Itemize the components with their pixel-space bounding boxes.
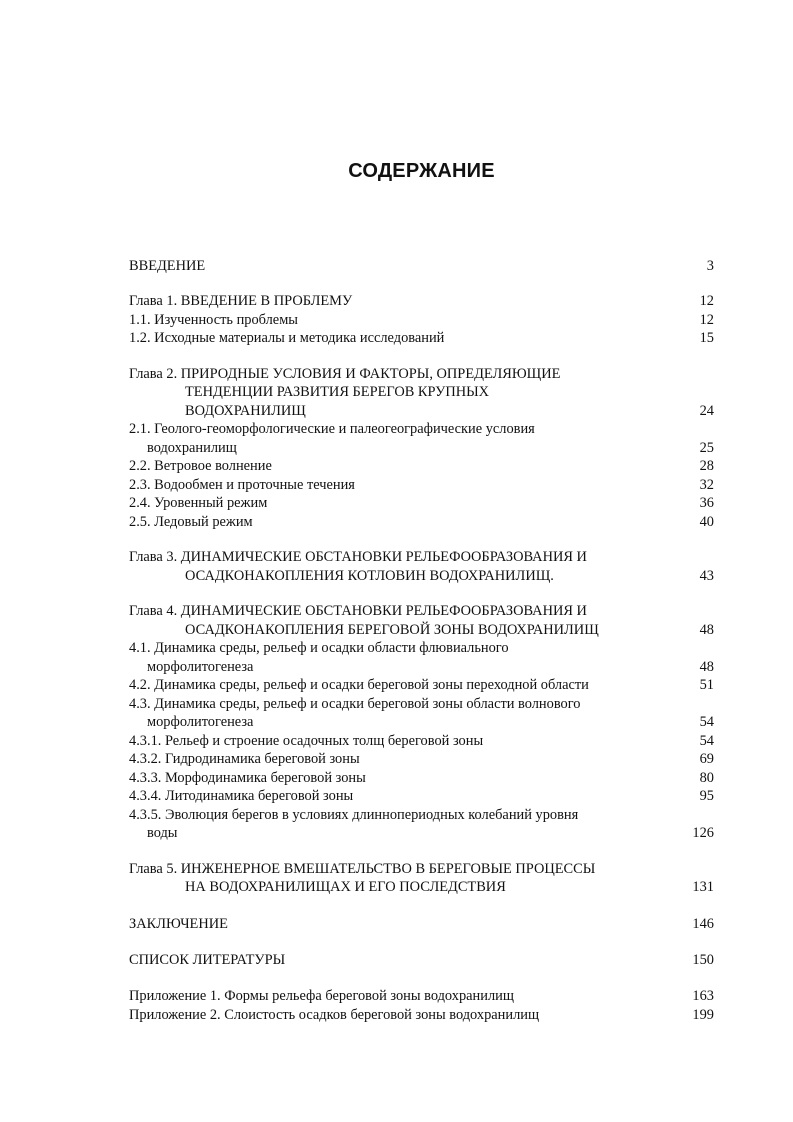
toc-entry-section-2-4[interactable] [129,494,714,513]
toc-entry-title: морфолитогенеза [147,714,254,731]
toc-entry-title: 4.3.3. Морфодинамика береговой зоны [129,769,366,786]
toc-entry-section-4-3-cont[interactable] [129,713,714,732]
toc-entry-title: морфолитогенеза [147,658,254,675]
toc-page-number: 28 [699,458,714,475]
toc-page-number: 48 [699,621,714,638]
toc-entry-title: ОСАДКОНАКОПЛЕНИЯ КОТЛОВИН ВОДОХРАНИЛИЩ. [185,567,554,584]
toc-entry-conclusion[interactable] [129,915,714,933]
toc-entry-section-4-3-4[interactable] [129,787,714,806]
toc-page-number: 12 [699,293,714,310]
toc-page-number: 54 [699,732,714,749]
toc-entry-title: воды [147,825,178,842]
toc-entry-section-4-3-1[interactable] [129,732,714,751]
toc-entry-title: Глава 5. ИНЖЕНЕРНОЕ ВМЕШАТЕЛЬСТВО В БЕРЕГОВЫЕ ПРОЦЕССЫ [129,860,596,877]
toc-chapter-3 [129,548,714,585]
toc-entry-title: 2.3. Водообмен и проточные течения [129,476,355,493]
toc-page-number: 51 [699,677,714,694]
toc-page-number: 131 [692,879,714,896]
toc-entry-chapter-5-line-2[interactable] [129,878,714,897]
toc-entry-section-4-2[interactable] [129,676,714,695]
toc-page-number: 25 [699,439,714,456]
toc-entry-title: 4.3.2. Гидродинамика береговой зоны [129,751,360,768]
toc-entry-title: 1.1. Изученность проблемы [129,311,298,328]
toc-entry-title: водохранилищ [147,439,237,456]
toc-chapter-1 [129,292,714,348]
toc-entry-section-2-1-cont[interactable] [129,439,714,458]
toc-entry-chapter-2-line-1[interactable] [129,365,714,384]
toc-entry-title: Глава 2. ПРИРОДНЫЕ УСЛОВИЯ И ФАКТОРЫ, ОПРЕДЕЛЯЮЩИЕ [129,365,561,382]
toc-page-number: 48 [699,658,714,675]
toc-page-number: 150 [692,952,714,969]
toc-entry-title: НА ВОДОХРАНИЛИЩАХ И ЕГО ПОСЛЕДСТВИЯ [185,879,506,896]
toc-entry-section-1-2[interactable] [129,329,714,348]
toc-entry-title: 2.5. Ледовый режим [129,513,253,530]
toc-entry-chapter-5-line-1[interactable] [129,860,714,879]
toc-chapter-5 [129,860,714,897]
toc-entry-section-4-3-5-cont[interactable] [129,824,714,843]
toc-entry-title: 4.3.5. Эволюция берегов в условиях длиннопериодных колебаний уровня [129,806,579,823]
toc-entry-chapter-3-line-2[interactable] [129,567,714,586]
toc-page-number: 54 [699,714,714,731]
toc-entry-title: 2.4. Уровенный режим [129,495,268,512]
toc-entry-section-2-1[interactable] [129,420,714,439]
toc-entry-section-2-2[interactable] [129,457,714,476]
toc-page-number: 146 [692,915,714,932]
toc-page-number: 40 [699,513,714,530]
toc-page-number: 126 [692,825,714,842]
toc-page-number: 12 [699,311,714,328]
table-of-contents [129,257,714,1024]
page-title: СОДЕРЖАНИЕ [348,160,495,182]
toc-entry-chapter-1[interactable] [129,292,714,311]
toc-entry-title: Приложение 2. Слоистость осадков береговой зоны водохранилищ [129,1006,540,1023]
toc-entry-chapter-2-line-3[interactable] [129,402,714,421]
toc-entry-section-4-3-5[interactable] [129,806,714,825]
toc-entry-intro[interactable] [129,257,714,275]
toc-entry-title: 4.2. Динамика среды, рельеф и осадки береговой зоны переходной области [129,677,589,694]
toc-entry-title: ЗАКЛЮЧЕНИЕ [129,915,228,932]
toc-entry-title: 4.3.4. Литодинамика береговой зоны [129,788,354,805]
toc-page-number: 32 [699,476,714,493]
toc-page-number: 3 [706,258,714,274]
toc-entry-title: 4.1. Динамика среды, рельеф и осадки области флювиального [129,640,509,657]
toc-entry-section-2-5[interactable] [129,513,714,532]
toc-entry-title: ВОДОХРАНИЛИЩ [185,402,306,419]
toc-page-number: 80 [699,769,714,786]
toc-entry-appendix-1[interactable] [129,987,714,1005]
toc-entry-section-4-1[interactable] [129,639,714,658]
toc-chapter-2 [129,365,714,532]
toc-entry-title: Глава 3. ДИНАМИЧЕСКИЕ ОБСТАНОВКИ РЕЛЬЕФООБРАЗОВАНИЯ И [129,549,587,566]
toc-page-number: 36 [699,495,714,512]
toc-entry-title: 2.2. Ветровое волнение [129,458,272,475]
toc-entry-appendix-2[interactable] [129,1006,714,1024]
toc-page-number: 163 [692,988,714,1005]
toc-entry-title: 4.3. Динамика среды, рельеф и осадки береговой зоны области волнового [129,695,581,712]
toc-page-number: 69 [699,751,714,768]
toc-page-number: 199 [692,1006,714,1023]
toc-entry-references[interactable] [129,951,714,969]
toc-page-number: 24 [699,402,714,419]
toc-entry-chapter-4-line-2[interactable] [129,621,714,640]
toc-entry-title: Глава 4. ДИНАМИЧЕСКИЕ ОБСТАНОВКИ РЕЛЬЕФООБРАЗОВАНИЯ И [129,603,587,620]
toc-entry-section-4-3-2[interactable] [129,750,714,769]
toc-entry-title: СПИСОК ЛИТЕРАТУРЫ [129,952,286,969]
toc-entry-chapter-4-line-1[interactable] [129,602,714,621]
toc-page-number: 95 [699,788,714,805]
toc-entry-chapter-2-line-2[interactable] [129,383,714,402]
toc-entry-title: ОСАДКОНАКОПЛЕНИЯ БЕРЕГОВОЙ ЗОНЫ ВОДОХРАНИЛИЩ [185,621,599,638]
toc-entry-section-2-3[interactable] [129,476,714,495]
toc-entry-title: Приложение 1. Формы рельефа береговой зоны водохранилищ [129,988,514,1005]
toc-entry-section-4-3[interactable] [129,695,714,714]
toc-page-number: 43 [699,567,714,584]
toc-entry-section-1-1[interactable] [129,311,714,330]
toc-entry-title: Глава 1. ВВЕДЕНИЕ В ПРОБЛЕМУ [129,293,353,310]
toc-page-number: 15 [699,330,714,347]
toc-entry-section-4-1-cont[interactable] [129,658,714,677]
toc-chapter-4 [129,602,714,843]
toc-entry-title: ВВЕДЕНИЕ [129,258,206,274]
toc-entry-title: 1.2. Исходные материалы и методика исследований [129,330,445,347]
toc-entry-title: 2.1. Геолого-геоморфологические и палеогеографические условия [129,421,535,438]
toc-entry-chapter-3-line-1[interactable] [129,548,714,567]
toc-entry-section-4-3-3[interactable] [129,769,714,788]
toc-entry-title: 4.3.1. Рельеф и строение осадочных толщ береговой зоны [129,732,484,749]
toc-entry-title: ТЕНДЕНЦИИ РАЗВИТИЯ БЕРЕГОВ КРУПНЫХ [185,384,490,401]
